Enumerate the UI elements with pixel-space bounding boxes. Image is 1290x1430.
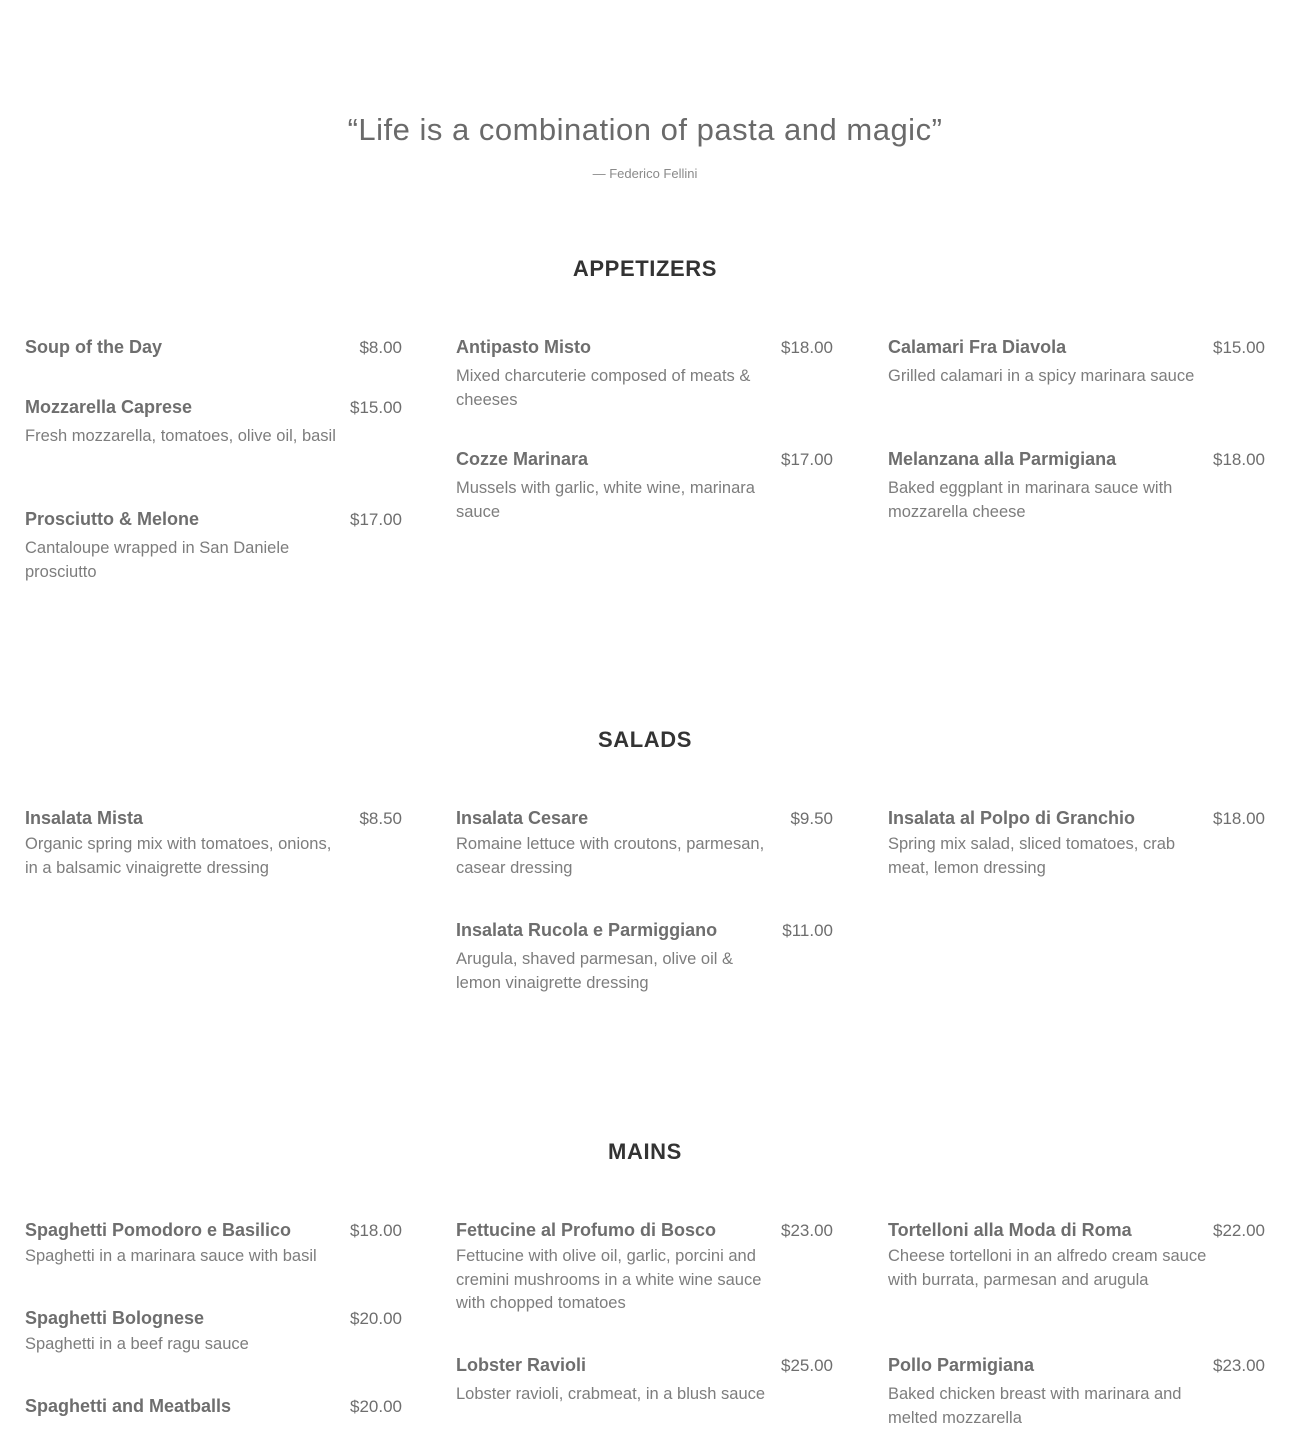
menu-item (456, 808, 833, 920)
item-description: Spaghetti in a beef ragu sauce (25, 1335, 249, 1353)
appetizers-column-3 (888, 337, 1265, 524)
item-price: $18.00 (781, 338, 833, 357)
menu-item (25, 1220, 402, 1308)
menu-item (25, 1396, 402, 1417)
menu-item (888, 337, 1265, 449)
menu-item (456, 1220, 833, 1355)
item-price: $17.00 (350, 510, 402, 529)
menu-item (25, 1308, 402, 1396)
item-description: Grilled calamari in a spicy marinara sauce (888, 367, 1195, 385)
item-price: $23.00 (781, 1221, 833, 1240)
menu-item (888, 808, 1265, 880)
item-description: Fettucine with olive oil, garlic, porcini and cremini mushrooms in a white wine sauce with chopped tomatoes (456, 1247, 762, 1312)
item-description: Baked chicken breast with marinara and melted mozzarella (888, 1385, 1182, 1427)
item-price: $23.00 (1213, 1356, 1265, 1375)
item-price: $8.00 (359, 338, 402, 357)
item-name: Spaghetti and Meatballs (25, 1396, 232, 1416)
salads-column-1 (25, 808, 402, 880)
item-description: Mussels with garlic, white wine, marinara sauce (456, 479, 755, 521)
item-description: Arugula, shaved parmesan, olive oil & lemon vinaigrette dressing (456, 950, 733, 992)
quote-author: — Federico Fellini (592, 166, 698, 181)
item-price: $18.00 (350, 1221, 402, 1240)
item-price: $18.00 (1213, 809, 1265, 828)
item-name: Pollo Parmigiana (888, 1355, 1035, 1375)
item-name: Mozzarella Caprese (25, 397, 193, 417)
menu-item (25, 337, 402, 397)
quote-text: “Life is a combination of pasta and magic” (347, 112, 943, 147)
item-price: $8.50 (359, 809, 402, 828)
item-price: $9.50 (790, 809, 833, 828)
menu-item (25, 808, 402, 880)
item-name: Spaghetti Bolognese (25, 1308, 205, 1328)
item-price: $18.00 (1213, 450, 1265, 469)
menu-item (888, 449, 1265, 524)
appetizers-column-2 (456, 337, 833, 524)
item-name: Calamari Fra Diavola (888, 337, 1067, 357)
menu-item (888, 1220, 1265, 1355)
item-name: Tortelloni alla Moda di Roma (888, 1220, 1132, 1240)
quote-block (0, 112, 1290, 181)
salads-column-3 (888, 808, 1265, 880)
item-price: $20.00 (350, 1397, 402, 1416)
item-price: $25.00 (781, 1356, 833, 1375)
item-description: Mixed charcuterie composed of meats & cheeses (456, 367, 751, 409)
menu-item (25, 509, 402, 584)
mains-column-3 (888, 1220, 1265, 1430)
item-description: Fresh mozzarella, tomatoes, olive oil, basil (25, 427, 336, 445)
item-price: $15.00 (350, 398, 402, 417)
item-name: Antipasto Misto (456, 337, 591, 357)
item-description: Baked eggplant in marinara sauce with mozzarella cheese (888, 479, 1173, 521)
menu-item (456, 449, 833, 524)
item-name: Lobster Ravioli (456, 1355, 587, 1375)
menu-item (456, 337, 833, 449)
item-name: Insalata Mista (25, 808, 144, 828)
item-description: Spring mix salad, sliced tomatoes, crab meat, lemon dressing (888, 835, 1176, 877)
salads-column-2 (456, 808, 833, 995)
section-title-mains: MAINS (608, 1139, 682, 1164)
item-name: Spaghetti Pomodoro e Basilico (25, 1220, 292, 1240)
item-name: Insalata Rucola e Parmiggiano (456, 920, 718, 940)
item-description: Cantaloupe wrapped in San Daniele prosciutto (25, 539, 290, 581)
item-price: $15.00 (1213, 338, 1265, 357)
item-name: Soup of the Day (25, 337, 163, 357)
item-description: Spaghetti in a marinara sauce with basil (25, 1247, 317, 1265)
mains-column-1 (25, 1220, 402, 1417)
mains-column-2 (456, 1220, 833, 1407)
item-description: Romaine lettuce with croutons, parmesan, casear dressing (456, 835, 765, 877)
section-title-appetizers: APPETIZERS (572, 256, 718, 281)
item-price: $20.00 (350, 1309, 402, 1328)
item-description: Lobster ravioli, crabmeat, in a blush sauce (456, 1385, 766, 1403)
menu-item (456, 1355, 833, 1407)
appetizers-column-1 (25, 337, 402, 584)
item-name: Fettucine al Profumo di Bosco (456, 1220, 717, 1240)
item-name: Melanzana alla Parmigiana (888, 449, 1117, 469)
item-name: Cozze Marinara (456, 449, 589, 469)
menu-item (25, 397, 402, 509)
item-price: $17.00 (781, 450, 833, 469)
item-price: $22.00 (1213, 1221, 1265, 1240)
item-price: $11.00 (782, 921, 833, 940)
section-title-salads: SALADS (597, 727, 693, 752)
item-description: Organic spring mix with tomatoes, onions, in a balsamic vinaigrette dressing (25, 835, 332, 877)
item-name: Insalata al Polpo di Granchio (888, 808, 1136, 828)
menu-item (456, 920, 833, 995)
item-name: Insalata Cesare (456, 808, 589, 828)
item-name: Prosciutto & Melone (25, 509, 200, 529)
item-description: Cheese tortelloni in an alfredo cream sauce with burrata, parmesan and arugula (888, 1247, 1207, 1289)
